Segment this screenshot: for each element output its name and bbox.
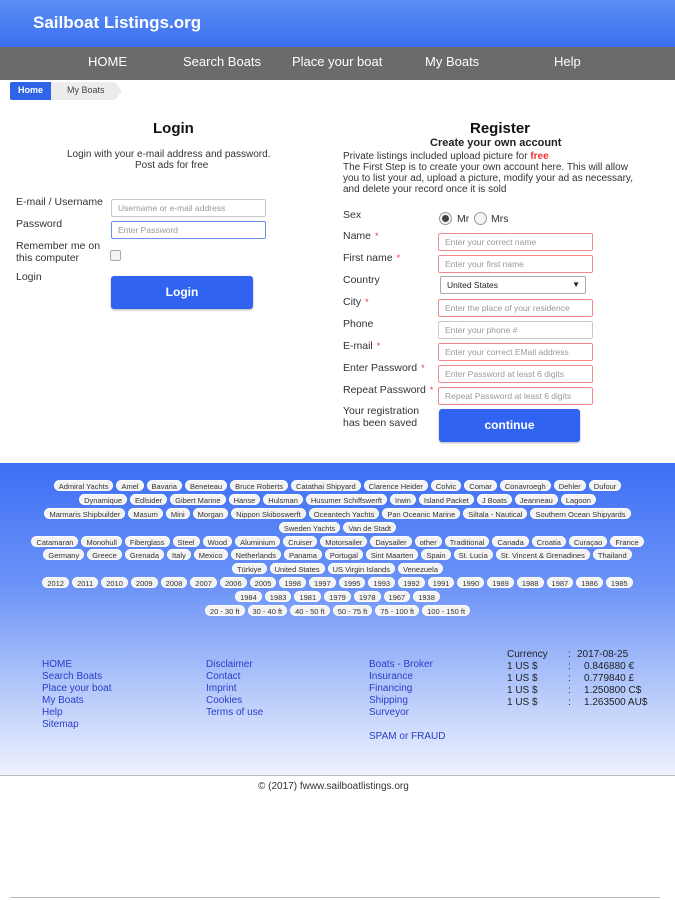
tag-link[interactable]: Greece: [87, 549, 122, 560]
tag-link[interactable]: Traditional: [445, 536, 490, 547]
tag-link[interactable]: 1981: [294, 591, 321, 602]
footer-main-link[interactable]: Sitemap: [42, 719, 79, 730]
phone-label: Phone: [343, 318, 374, 330]
tag-link[interactable]: Thailand: [593, 549, 632, 560]
rate-from: 1 US $: [507, 661, 538, 672]
continue-button[interactable]: continue: [439, 409, 580, 442]
tag-row: [0, 605, 675, 616]
tag-link[interactable]: Portugal: [325, 549, 363, 560]
login-subtitle-free: Post ads for free: [135, 160, 209, 171]
tag-link[interactable]: other: [415, 536, 442, 547]
tag-link[interactable]: 1985: [606, 577, 633, 588]
sex-label: Sex: [343, 209, 362, 221]
tag-link[interactable]: 1988: [517, 577, 544, 588]
login-password-input[interactable]: Enter Password: [111, 221, 266, 239]
city-label: [343, 296, 369, 308]
email-username-label: E-mail / Username: [16, 196, 103, 208]
footer-legal-link[interactable]: Disclaimer: [206, 659, 253, 670]
tag-link[interactable]: 1938: [413, 591, 440, 602]
tag-link[interactable]: 1986: [576, 577, 603, 588]
register-desc-text: Private listings included upload picture for: [343, 151, 531, 162]
repeat-password-label-text: Repeat Password: [343, 384, 426, 396]
name-label: [343, 230, 379, 242]
tag-link[interactable]: Bavaria: [147, 480, 182, 491]
tag-link[interactable]: Panama: [284, 549, 322, 560]
tag-link[interactable]: Husumer Schiffswerft: [306, 494, 387, 505]
tag-link[interactable]: Irwin: [390, 494, 416, 505]
nav-place-your-boat[interactable]: Place your boat: [292, 54, 383, 69]
login-row-label: Login: [16, 271, 42, 283]
rate-from: 1 US $: [507, 685, 538, 696]
tag-row: [0, 591, 675, 602]
tag-link[interactable]: Dufour: [589, 480, 622, 491]
tag-link[interactable]: J Boats: [477, 494, 512, 505]
tag-row: [0, 536, 675, 547]
country-select[interactable]: [440, 276, 586, 294]
tag-link[interactable]: St. Lucia: [454, 549, 493, 560]
tag-link[interactable]: Steel: [173, 536, 200, 547]
tag-link[interactable]: 2008: [161, 577, 188, 588]
tag-link[interactable]: Admiral Yachts: [54, 480, 114, 491]
tag-link[interactable]: 1983: [265, 591, 292, 602]
tag-link[interactable]: France: [610, 536, 643, 547]
tag-link[interactable]: Spain: [421, 549, 450, 560]
register-title: Register: [470, 120, 531, 137]
required-mark: *: [396, 253, 401, 263]
nav-help[interactable]: Help: [554, 54, 581, 69]
footer-main-link[interactable]: My Boats: [42, 695, 84, 706]
tag-link[interactable]: Bruce Roberts: [230, 480, 288, 491]
sex-mrs-radio[interactable]: [474, 212, 487, 225]
rate-sep: :: [568, 697, 571, 708]
tag-link[interactable]: 75 - 100 ft: [375, 605, 419, 616]
tag-link[interactable]: 1989: [487, 577, 514, 588]
nav-my-boats[interactable]: My Boats: [425, 54, 480, 69]
tag-link[interactable]: Oceantech Yachts: [309, 508, 380, 519]
site-title[interactable]: Sailboat Listings.org: [33, 13, 202, 32]
remember-me-checkbox[interactable]: [110, 250, 121, 261]
tag-link[interactable]: 2006: [220, 577, 247, 588]
footer-legal-link[interactable]: Terms of use: [206, 707, 264, 718]
tag-link[interactable]: 2012: [42, 577, 69, 588]
city-input[interactable]: Enter the place of your residence: [438, 299, 593, 317]
currency-label: Currency: [507, 649, 548, 660]
tag-link[interactable]: Dynamique: [79, 494, 127, 505]
tag-link[interactable]: Masum: [128, 508, 163, 519]
tag-link[interactable]: Italy: [167, 549, 191, 560]
rate-to: 1.250800 C$: [584, 685, 642, 696]
tag-link[interactable]: Sweden Yachts: [279, 522, 340, 533]
tag-link[interactable]: Catathai Shipyard: [291, 480, 361, 491]
tag-link[interactable]: Dehler: [554, 480, 586, 491]
tag-link[interactable]: Cruiser: [283, 536, 317, 547]
tag-link[interactable]: Lagoon: [561, 494, 596, 505]
footer-main-link[interactable]: Help: [42, 707, 63, 718]
tag-link[interactable]: 1993: [368, 577, 395, 588]
tag-link[interactable]: US Virgin Islands: [328, 563, 395, 574]
firstname-input[interactable]: Enter your first name: [438, 255, 593, 273]
repeat-password-label: [343, 384, 433, 396]
tag-link[interactable]: Island Packet: [419, 494, 474, 505]
tag-link[interactable]: Germany: [43, 549, 84, 560]
tag-link[interactable]: 1978: [354, 591, 381, 602]
tag-link[interactable]: 1995: [339, 577, 366, 588]
tag-link[interactable]: 2005: [250, 577, 277, 588]
nav-search-boats[interactable]: Search Boats: [183, 54, 262, 69]
tag-link[interactable]: Catamaran: [31, 536, 78, 547]
tag-link[interactable]: Van de Stadt: [343, 522, 396, 533]
sex-mr-label: Mr: [457, 213, 470, 225]
required-mark: *: [365, 297, 369, 307]
nav-home[interactable]: HOME: [88, 54, 127, 69]
tag-row: [0, 549, 675, 560]
tag-link[interactable]: Monohull: [81, 536, 121, 547]
footer-legal-link[interactable]: Contact: [206, 671, 241, 682]
tag-link[interactable]: Fiberglass: [125, 536, 170, 547]
tag-row: [0, 522, 675, 533]
footer-main-link[interactable]: Place your boat: [42, 683, 112, 694]
tag-link[interactable]: Curaçao: [569, 536, 607, 547]
footer-legal-link[interactable]: Imprint: [206, 683, 237, 694]
tag-link[interactable]: 1998: [279, 577, 306, 588]
tag-link[interactable]: 1990: [457, 577, 484, 588]
city-label-text: City: [343, 296, 362, 308]
registration-saved-2: has been saved: [343, 417, 418, 429]
login-email-input[interactable]: Username or e-mail address: [111, 199, 266, 217]
tag-link[interactable]: Jeanneau: [515, 494, 558, 505]
footer-spam-fraud[interactable]: SPAM or FRAUD: [369, 731, 446, 742]
tag-link[interactable]: Türkiye: [232, 563, 267, 574]
footer-service-link[interactable]: Financing: [369, 683, 413, 694]
tag-link[interactable]: Pan Oceanic Marine: [382, 508, 460, 519]
tag-link[interactable]: St. Vincent & Grenadines: [496, 549, 590, 560]
tag-link[interactable]: Daysailer: [370, 536, 411, 547]
tag-link[interactable]: 50 - 75 ft: [333, 605, 373, 616]
tag-link[interactable]: Conavroegh: [500, 480, 551, 491]
rate-to: 1.263500 AU$: [584, 697, 648, 708]
tag-link[interactable]: Canada: [492, 536, 528, 547]
tag-link[interactable]: Venezuela: [398, 563, 443, 574]
remember-me-label-2: this computer: [16, 252, 80, 264]
tag-link[interactable]: 2010: [101, 577, 128, 588]
tag-link[interactable]: 1967: [384, 591, 411, 602]
tag-link[interactable]: 40 - 50 ft: [290, 605, 330, 616]
required-mark: *: [421, 363, 425, 373]
tag-link[interactable]: 20 - 30 ft: [205, 605, 245, 616]
tag-link[interactable]: Mini: [166, 508, 190, 519]
tag-link[interactable]: 1979: [324, 591, 351, 602]
footer-service-link[interactable]: Insurance: [369, 671, 413, 682]
tag-link[interactable]: Amel: [116, 480, 143, 491]
tag-link[interactable]: 30 - 40 ft: [248, 605, 288, 616]
currency-date: 2017-08-25: [577, 649, 629, 660]
repeat-password-input[interactable]: Repeat Password at least 6 digits: [438, 387, 593, 405]
footer-divider: [0, 775, 675, 776]
tag-row: [0, 563, 675, 574]
currency-sep: :: [568, 649, 571, 660]
tag-link[interactable]: 1991: [428, 577, 455, 588]
tag-link[interactable]: 2007: [190, 577, 217, 588]
footer-main-link[interactable]: HOME: [42, 659, 72, 670]
tag-link[interactable]: 2011: [72, 577, 98, 588]
tag-link[interactable]: Sint Maarten: [366, 549, 419, 560]
breadcrumb-home[interactable]: Home: [10, 82, 51, 100]
tag-link[interactable]: 1997: [309, 577, 336, 588]
name-label-text: Name: [343, 230, 372, 242]
name-input[interactable]: Enter your correct name: [438, 233, 593, 251]
required-mark: *: [376, 341, 381, 351]
remember-me-label-1: Remember me on: [16, 240, 101, 252]
rate-to: 0.779840 £: [584, 673, 635, 684]
country-label: Country: [343, 274, 380, 286]
tag-link[interactable]: Marmaris Shipbuilder: [44, 508, 125, 519]
password-label: Password: [16, 218, 63, 230]
tag-link[interactable]: Wood: [203, 536, 232, 547]
rate-sep: :: [568, 661, 571, 672]
tag-link[interactable]: Netherlands: [231, 549, 281, 560]
register-desc-line4: and delete your record once it is sold: [343, 184, 507, 195]
tag-row: [0, 494, 675, 505]
sex-mrs-label: Mrs: [491, 213, 509, 225]
tag-link[interactable]: Siltala - Nautical: [463, 508, 527, 519]
tag-link[interactable]: Edlsider: [130, 494, 167, 505]
sex-mr-radio[interactable]: [439, 212, 452, 225]
rate-from: 1 US $: [507, 697, 538, 708]
firstname-label: [343, 252, 400, 264]
rate-from: 1 US $: [507, 673, 538, 684]
footer-main-link[interactable]: Search Boats: [42, 671, 103, 682]
tag-link[interactable]: Hanse: [229, 494, 261, 505]
tag-link[interactable]: Croatia: [532, 536, 566, 547]
country-select-value: United States: [447, 280, 499, 290]
tag-row: [0, 577, 675, 588]
tag-link[interactable]: Southern Ocean Shipyards: [530, 508, 630, 519]
breadcrumb-my-boats[interactable]: My Boats: [51, 82, 115, 100]
tag-link[interactable]: Beneteau: [185, 480, 227, 491]
breadcrumb: [10, 82, 115, 100]
site-header: [0, 0, 675, 47]
login-title: Login: [153, 120, 194, 137]
copyright: © (2017) fwww.sailboatlistings.org: [258, 781, 409, 792]
email-label-text: E-mail: [343, 340, 373, 352]
tag-link[interactable]: Grenada: [125, 549, 164, 560]
register-subtitle: Create your own account: [430, 137, 562, 149]
tag-row: [0, 480, 675, 491]
tag-row: [0, 508, 675, 519]
tag-link[interactable]: Mexico: [194, 549, 228, 560]
required-mark: *: [429, 385, 434, 395]
tag-link[interactable]: Hulsman: [263, 494, 303, 505]
footer-service-link[interactable]: Boats - Broker: [369, 659, 433, 670]
tag-link[interactable]: Aluminium: [235, 536, 280, 547]
register-desc-line1: [343, 151, 549, 162]
rate-to: 0.846880 €: [584, 661, 635, 672]
tag-link[interactable]: Gibert Marine: [170, 494, 225, 505]
main-nav: [0, 47, 675, 80]
chevron-down-icon: ▼: [572, 280, 580, 289]
enter-password-label-text: Enter Password: [343, 362, 418, 374]
bottom-divider: [10, 897, 660, 898]
footer-service-link[interactable]: Shipping: [369, 695, 408, 706]
email-input[interactable]: Enter your correct EMail address: [438, 343, 593, 361]
footer-service-link[interactable]: Surveyor: [369, 707, 410, 718]
register-desc-line3: you to list your ad, upload a picture, modify your ad as necessary,: [343, 173, 633, 184]
login-button[interactable]: Login: [111, 276, 253, 309]
firstname-label-text: First name: [343, 252, 393, 264]
tag-link[interactable]: 100 - 150 ft: [422, 605, 470, 616]
tag-link[interactable]: 2009: [131, 577, 158, 588]
email-label: [343, 340, 380, 352]
login-subtitle: Login with your e-mail address and password.: [67, 149, 271, 160]
register-desc-line2: The First Step is to create your own account here. This will allow: [343, 162, 628, 173]
tag-link[interactable]: Motorsailer: [320, 536, 367, 547]
phone-input[interactable]: Enter your phone #: [438, 321, 593, 339]
enter-password-input[interactable]: Enter Password at least 6 digits: [438, 365, 593, 383]
free-highlight: free: [530, 151, 549, 162]
tag-link[interactable]: Clarence Heider: [364, 480, 428, 491]
required-mark: *: [375, 231, 379, 241]
registration-saved-1: Your registration: [343, 405, 420, 417]
enter-password-label: [343, 362, 425, 374]
footer-legal-link[interactable]: Cookies: [206, 695, 243, 706]
tag-link[interactable]: Nippon Skiboswerft: [231, 508, 306, 519]
rate-sep: :: [568, 673, 571, 684]
tag-link[interactable]: Comar: [464, 480, 497, 491]
tag-link[interactable]: Morgan: [193, 508, 228, 519]
tag-link[interactable]: 1984: [235, 591, 262, 602]
rate-sep: :: [568, 685, 571, 696]
tag-link[interactable]: 1987: [547, 577, 574, 588]
tag-link[interactable]: United States: [270, 563, 325, 574]
tag-link[interactable]: 1992: [398, 577, 425, 588]
tag-link[interactable]: Colvic: [431, 480, 461, 491]
